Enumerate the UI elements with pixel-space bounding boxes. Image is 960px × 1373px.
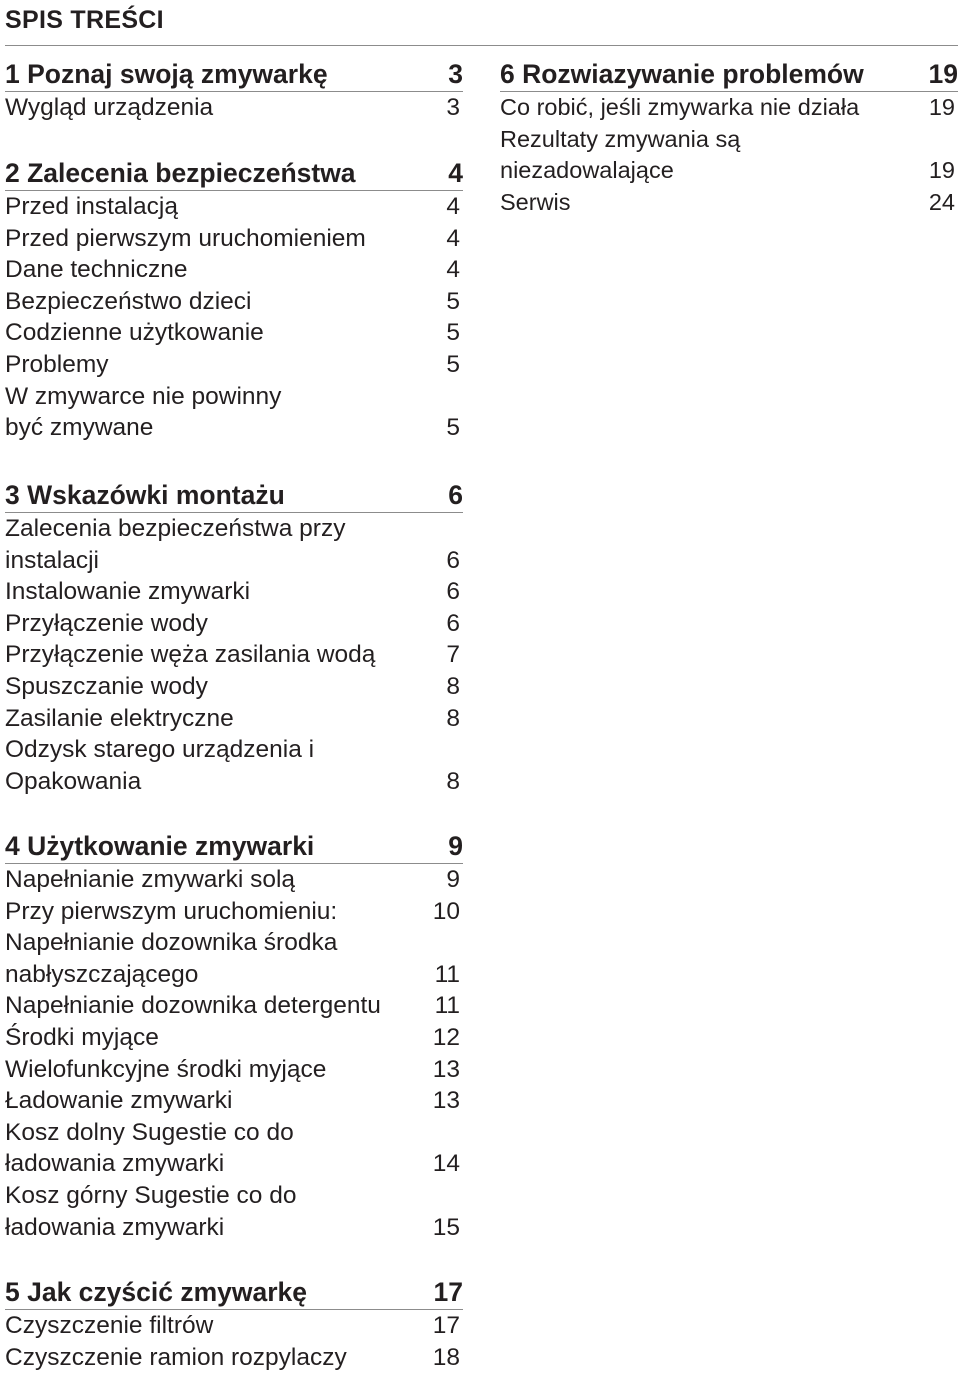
section-heading[interactable] xyxy=(5,57,463,91)
entry-page-number: 9 xyxy=(446,866,460,893)
entry-title-line: W zmywarce nie powinny xyxy=(5,382,282,410)
title-divider xyxy=(5,45,958,46)
section-heading-text: 2 Zalecenia bezpieczeństwa xyxy=(5,158,356,188)
toc-section xyxy=(5,1275,463,1373)
entry-title-line: Zasilanie elektryczne xyxy=(5,704,234,732)
entry-title xyxy=(5,317,264,349)
entry-title xyxy=(5,1342,347,1373)
entry-title-line: Czyszczenie filtrów xyxy=(5,1312,214,1339)
entry-title xyxy=(5,671,208,703)
entry-page-number: 18 xyxy=(432,1343,460,1371)
toc-entry[interactable] xyxy=(5,671,463,703)
toc-entry[interactable] xyxy=(5,639,463,671)
entry-title-line: być zmywane xyxy=(5,414,154,442)
toc-entry[interactable] xyxy=(5,576,463,608)
entry-page-number: 7 xyxy=(446,641,460,669)
section-page-number: 17 xyxy=(433,1277,463,1307)
entry-page-number: 4 xyxy=(446,256,460,284)
entry-page-number: 5 xyxy=(446,319,460,347)
section-page-number: 3 xyxy=(448,59,463,89)
toc-section xyxy=(5,829,463,1243)
entry-page-number: 5 xyxy=(446,350,460,378)
entry-page-number: 13 xyxy=(432,1087,460,1115)
toc-entry[interactable] xyxy=(5,927,463,990)
entry-title xyxy=(5,191,178,223)
entry-title xyxy=(5,1054,326,1086)
entry-title xyxy=(5,349,108,381)
entry-page-number: 10 xyxy=(432,897,460,925)
entry-title-line: Przyłączenie węża zasilania wodą xyxy=(5,641,376,669)
toc-entry[interactable] xyxy=(5,1054,463,1086)
toc-entry[interactable] xyxy=(5,513,463,576)
toc-entry[interactable] xyxy=(5,317,463,349)
entry-title-line: Spuszczanie wody xyxy=(5,672,208,700)
entry-title xyxy=(5,864,295,896)
toc-entry[interactable] xyxy=(5,1117,463,1180)
toc-section xyxy=(5,57,463,124)
entry-title xyxy=(5,1180,296,1243)
entry-page-number: 5 xyxy=(446,287,460,315)
toc-entry[interactable] xyxy=(5,1310,463,1342)
section-heading-text: 1 Poznaj swoją zmywarkę xyxy=(5,59,328,89)
entry-page-number: 19 xyxy=(928,94,955,120)
entry-page-number: 14 xyxy=(432,1150,460,1178)
entry-title-line: Odzysk starego urządzenia i xyxy=(5,736,315,764)
entry-title xyxy=(5,1022,159,1054)
entry-title xyxy=(5,608,208,640)
entry-page-number: 8 xyxy=(446,704,460,732)
section-heading-text: 5 Jak czyścić zmywarkę xyxy=(5,1277,308,1307)
entry-title-line: Napełnianie dozownika środka xyxy=(5,929,338,957)
entry-title xyxy=(5,1085,232,1117)
toc-entry[interactable] xyxy=(5,1022,463,1054)
entry-title xyxy=(5,223,366,255)
entry-title-line: Czyszczenie ramion rozpylaczy xyxy=(5,1343,347,1371)
entry-page-number: 11 xyxy=(434,960,460,988)
toc-entry[interactable] xyxy=(5,608,463,640)
section-page-number: 19 xyxy=(928,59,958,89)
section-heading[interactable] xyxy=(5,1275,463,1309)
entry-title-line: Przed pierwszym uruchomieniem xyxy=(5,224,366,252)
entry-title xyxy=(500,124,740,187)
entry-title xyxy=(5,734,314,797)
entry-title xyxy=(5,990,381,1022)
entry-title-line: Wielofunkcyjne środki myjące xyxy=(5,1055,327,1083)
entry-title xyxy=(5,703,234,735)
entry-title-line: Napełnianie zmywarki solą xyxy=(5,866,296,893)
toc-entry[interactable] xyxy=(5,254,463,286)
section-page-number: 6 xyxy=(448,480,463,510)
toc-entry[interactable] xyxy=(5,864,463,896)
toc-section xyxy=(500,57,958,218)
toc-title: SPIS TREŚCI xyxy=(5,6,164,34)
toc-section xyxy=(5,156,463,444)
entry-title-line: Środki myjące xyxy=(5,1023,159,1051)
entry-page-number: 4 xyxy=(446,224,460,252)
entry-title xyxy=(5,639,375,671)
section-heading-text: 3 Wskazówki montażu xyxy=(5,480,285,510)
entry-page-number: 6 xyxy=(446,546,460,574)
entry-title-line: ładowania zmywarki xyxy=(5,1213,225,1241)
entry-page-number: 11 xyxy=(434,992,460,1020)
section-heading-text: 4 Użytkowanie zmywarki xyxy=(5,831,315,861)
toc-entry[interactable] xyxy=(5,896,463,928)
section-heading[interactable] xyxy=(5,156,463,190)
toc-entry[interactable] xyxy=(5,381,463,444)
entry-title-line: nabłyszczającego xyxy=(5,960,199,988)
toc-entry[interactable] xyxy=(5,990,463,1022)
section-heading[interactable] xyxy=(5,829,463,863)
entry-page-number: 19 xyxy=(928,157,955,184)
entry-title-line: Dane techniczne xyxy=(5,256,188,284)
entry-title-line: ładowania zmywarki xyxy=(5,1150,225,1178)
entry-title-line: Zalecenia bezpieczeństwa przy xyxy=(5,515,346,542)
section-heading[interactable] xyxy=(5,478,463,512)
toc-entry[interactable] xyxy=(5,92,463,124)
section-heading-text: 6 Rozwiazywanie problemów xyxy=(500,59,864,89)
toc-entry[interactable] xyxy=(500,187,958,219)
entry-title-line: Przyłączenie wody xyxy=(5,609,208,637)
toc-entry[interactable] xyxy=(5,1342,463,1373)
toc-entry[interactable] xyxy=(5,734,463,797)
entry-title xyxy=(5,286,251,318)
entry-title xyxy=(5,896,337,928)
entry-title xyxy=(5,1310,213,1342)
entry-page-number: 24 xyxy=(928,188,955,215)
entry-title-line: Instalowanie zmywarki xyxy=(5,578,251,606)
entry-title-line: Codzienne użytkowanie xyxy=(5,319,264,347)
entry-title xyxy=(5,381,281,444)
toc-entry[interactable] xyxy=(5,703,463,735)
entry-title xyxy=(5,513,345,576)
entry-title-line: Przy pierwszym uruchomieniu: xyxy=(5,897,338,925)
entry-page-number: 5 xyxy=(446,414,460,442)
section-page-number: 4 xyxy=(448,158,463,188)
toc-entry[interactable] xyxy=(5,1085,463,1117)
toc-entry[interactable] xyxy=(5,349,463,381)
entry-title xyxy=(500,187,571,219)
entry-title-line: niezadowalające xyxy=(500,157,674,184)
entry-title xyxy=(5,1117,294,1180)
entry-title xyxy=(5,92,213,124)
toc-section xyxy=(5,478,463,797)
entry-title-line: Ładowanie zmywarki xyxy=(5,1087,233,1115)
entry-page-number: 4 xyxy=(446,193,460,220)
entry-title xyxy=(5,576,250,608)
entry-title-line: Serwis xyxy=(500,188,571,215)
toc-entry[interactable] xyxy=(5,191,463,223)
entry-title-line: Co robić, jeśli zmywarka nie działa xyxy=(500,94,860,120)
entry-title-line: Wygląd urządzenia xyxy=(5,94,214,121)
entry-page-number: 17 xyxy=(432,1312,460,1339)
entry-title xyxy=(5,927,337,990)
section-heading[interactable] xyxy=(500,57,958,91)
section-page-number: 9 xyxy=(448,831,463,861)
entry-title xyxy=(5,254,188,286)
entry-title-line: Opakowania xyxy=(5,767,142,795)
entry-page-number: 12 xyxy=(432,1023,460,1051)
toc-entry[interactable] xyxy=(500,92,958,124)
entry-title-line: Napełnianie dozownika detergentu xyxy=(5,992,381,1020)
entry-title xyxy=(500,92,859,124)
toc-entry[interactable] xyxy=(5,1180,463,1243)
entry-title-line: Kosz dolny Sugestie co do xyxy=(5,1118,294,1146)
toc-entry[interactable] xyxy=(5,286,463,318)
entry-title-line: Bezpieczeństwo dzieci xyxy=(5,287,252,315)
entry-title-line: Problemy xyxy=(5,350,109,378)
entry-title-line: Rezultaty zmywania są xyxy=(500,125,741,152)
entry-page-number: 3 xyxy=(446,94,460,121)
toc-entry[interactable] xyxy=(500,124,958,187)
entry-title-line: Przed instalacją xyxy=(5,193,178,220)
entry-page-number: 8 xyxy=(446,767,460,795)
entry-page-number: 15 xyxy=(432,1213,460,1241)
entry-page-number: 13 xyxy=(432,1055,460,1083)
entry-page-number: 6 xyxy=(446,609,460,637)
entry-page-number: 6 xyxy=(446,578,460,606)
entry-title-line: instalacji xyxy=(5,546,99,574)
toc-entry[interactable] xyxy=(5,223,463,255)
entry-title-line: Kosz górny Sugestie co do xyxy=(5,1181,297,1209)
entry-page-number: 8 xyxy=(446,672,460,700)
